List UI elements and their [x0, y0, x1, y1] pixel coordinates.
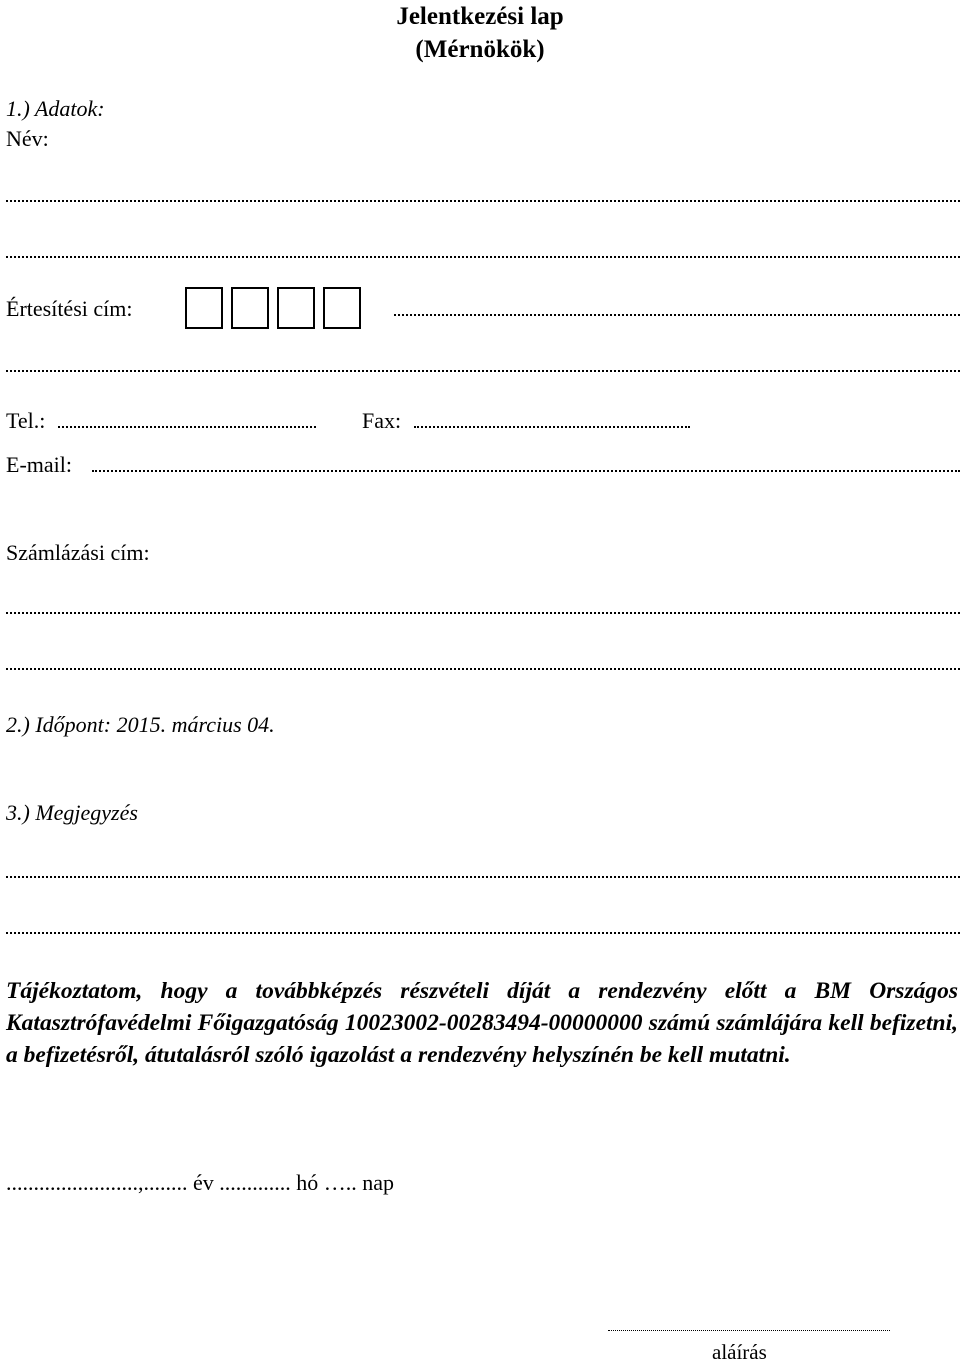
email-label: E-mail:: [6, 452, 72, 477]
note-field-line-1[interactable]: [6, 876, 960, 878]
name-label: Név:: [6, 126, 49, 151]
signature-label: aláírás: [712, 1340, 767, 1364]
postcode-box-2[interactable]: [231, 287, 269, 329]
signature-line[interactable]: [608, 1330, 890, 1331]
email-field-line[interactable]: [92, 470, 960, 472]
postcode-box-3[interactable]: [277, 287, 315, 329]
page-title: Jelentkezési lap: [396, 3, 564, 30]
date-line: ........................,........ év ............. hó ….. nap: [6, 1170, 395, 1195]
name-field-line-1[interactable]: [6, 200, 960, 202]
address-field-line-2[interactable]: [6, 370, 960, 372]
tel-field-line[interactable]: [58, 426, 316, 428]
note-field-line-2[interactable]: [6, 932, 960, 934]
name-field-line-2[interactable]: [6, 256, 960, 258]
page-subtitle: (Mérnökök): [415, 36, 545, 63]
postcode-boxes: [185, 287, 361, 329]
payment-notice: Tájékoztatom, hogy a továbbképzés részvételi díját a rendezvény előtt a BM Országos Katasztrófavédelmi Főigazgatóság 10023002-00283494-00000000 számú számlájára kell befizetni, a befizetésről, átutalásról szóló igazolást a rendezvény helyszínén be kell mutatni.: [6, 978, 958, 1068]
fax-field-line[interactable]: [414, 426, 690, 428]
billing-label: Számlázási cím:: [6, 540, 150, 565]
section2-heading: 2.) Időpont: 2015. március 04.: [6, 712, 275, 737]
postcode-box-4[interactable]: [323, 287, 361, 329]
fax-label: Fax:: [362, 408, 402, 433]
address-field-line-1[interactable]: [394, 314, 960, 316]
section3-heading: 3.) Megjegyzés: [6, 800, 138, 825]
billing-field-line-1[interactable]: [6, 612, 960, 614]
billing-field-line-2[interactable]: [6, 668, 960, 670]
postcode-box-1[interactable]: [185, 287, 223, 329]
address-label: Értesítési cím:: [6, 296, 133, 321]
section1-heading: 1.) Adatok:: [6, 96, 105, 121]
tel-label: Tel.:: [6, 408, 46, 433]
